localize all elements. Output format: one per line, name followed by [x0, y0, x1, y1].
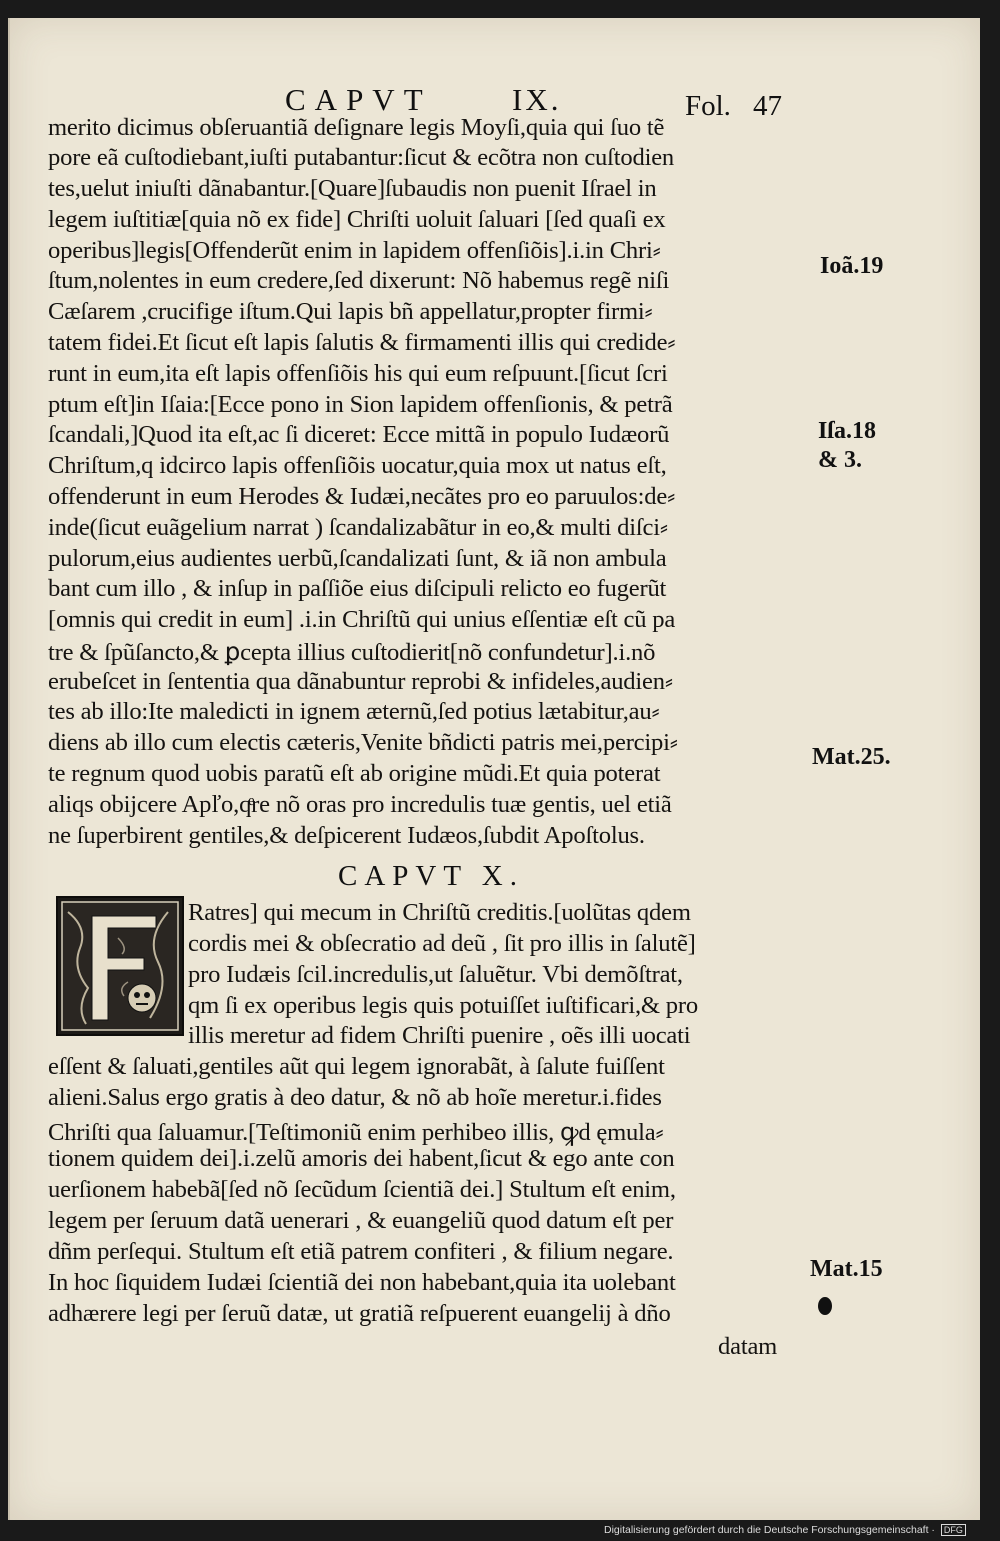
text-line: dñm perſequi. Stultum eſt etiã patrem confiteri , & filium negare.	[48, 1238, 674, 1265]
text-line: ne ſuperbirent gentiles,& deſpicerent Iudæos,ſubdit Apoſtolus.	[48, 822, 645, 849]
running-header	[0, 62, 1000, 122]
digitization-credit	[604, 1524, 966, 1536]
header-caput: CAPVT	[285, 82, 432, 117]
text-line: tionem quidem dei].i.zelũ amoris dei habent,ſicut & ego ante con	[48, 1145, 675, 1172]
text-line: qm ſi ex operibus legis quis potuiſſet iuſtificari,& pro	[188, 992, 698, 1019]
text-line: ſcandali,]Quod ita eſt,ac ſi diceret: Ecce mittã in populo Iudæorũ	[48, 421, 670, 448]
marginal-note: Mat.15	[810, 1256, 883, 1282]
text-line: pro Iudæis ſcil.incredulis,ut ſaluẽtur. Vbi demõſtrat,	[188, 961, 683, 988]
text-line: inde(ſicut euãgelium narrat ) ſcandalizabãtur in eo,& multi diſci⸗	[48, 514, 668, 541]
text-line: ptum eſt]in Iſaia:[Ecce pono in Sion lapidem offenſionis, & petrã	[48, 391, 673, 418]
text-line: illis meretur ad fidem Chriſti puenire , oẽs illi uocati	[188, 1022, 691, 1049]
text-line: bant cum illo , & inſup in paſſiõe eius diſcipuli relicto eo fugerũt	[48, 575, 667, 602]
text-line: legem per ſeruum datã uenerari , & euangeliũ quod datum eſt per	[48, 1207, 674, 1234]
text-line: cordis mei & obſecratio ad deũ , ſit pro illis in ſalutẽ]	[188, 930, 696, 957]
marginal-note: & 3.	[818, 447, 862, 473]
text-line: pore eã cuſtodiebant,iuſti putabantur:ſicut & ecõtra non cuſtodien	[48, 144, 675, 171]
text-line: ſtum,nolentes in eum credere,ſed dixerunt: Nõ habemus regẽ niſi	[48, 267, 670, 294]
catchword: datam	[718, 1333, 778, 1360]
text-line: tre & ſpũſancto,& ꝑcepta illius cuſtodierit[nõ confundetur].i.nõ	[48, 639, 656, 666]
marginal-note: Mat.25.	[812, 744, 891, 770]
text-line: uerſionem habebã[ſed nõ ſecũdum ſcientiã dei.] Stultum eſt enim,	[48, 1176, 676, 1203]
header-folio-number: 47	[753, 90, 782, 122]
text-line: [omnis qui credit in eum] .i.in Chriſtũ qui unius eſſentiæ eſt cũ pa	[48, 606, 676, 633]
text-line: eſſent & ſaluati,gentiles aũt qui legem ignorabãt, à ſalute fuiſſent	[48, 1053, 665, 1080]
text-line: pulorum,eius audientes uerbũ,ſcandalizati ſunt, & iã non ambula	[48, 545, 667, 572]
initial-f-ornament-icon	[58, 898, 182, 1034]
text-line: aliqs obijcere Apľo,qͤre nõ oras pro incredulis tuæ gentis, uel etiã	[48, 791, 672, 818]
text-line: runt in eum,ita eſt lapis offenſiõis his qui eum reſpuunt.[ſicut ſcri	[48, 360, 668, 387]
marginal-note: Ioã.19	[820, 253, 884, 279]
text-line: Chriſtum,q idcirco lapis offenſiõis uocatur,quia mox ut natus eſt,	[48, 452, 667, 479]
text-line: legem iuſtitiæ[quia nõ ex fide] Chriſti uoluit ſaluari [ſed quaſi ex	[48, 206, 666, 233]
text-line: merito dicimus obſeruantiã deſignare legis Moyſi,quia qui ſuo tẽ	[48, 114, 665, 141]
text-line: Ratres] qui mecum in Chriſtũ creditis.[uolũtas qdem	[188, 899, 691, 926]
marginal-note: Iſa.18	[818, 418, 877, 444]
credit-text: Digitalisierung gefördert durch die Deutsche Forschungsgemeinschaft ·	[604, 1524, 935, 1536]
chapter-heading: CAPVT X.	[338, 860, 524, 892]
text-line: tatem fidei.Et ſicut eſt lapis ſalutis & firmamenti illis qui credide⸗	[48, 329, 676, 356]
text-line: tes ab illo:Ite maledicti in ignem æternũ,ſed potius lætabitur,au⸗	[48, 698, 660, 725]
text-line: tes,uelut iniuſti dãnabantur.[Quare]ſubaudis non puenit Iſrael in	[48, 175, 657, 202]
text-line: Chriſti qua ſaluamur.[Teſtimoniũ enim perhibeo illis, ꝙd ęmula⸗	[48, 1119, 664, 1146]
text-line: operibus]legis[Offenderũt enim in lapidem offenſiõis].i.in Chri⸗	[48, 237, 661, 264]
text-line: adhærere legi per ſeruũ datæ, ut gratiã reſpuerent euangelij à dño	[48, 1300, 671, 1327]
decorated-initial	[56, 896, 184, 1036]
text-line: In hoc ſiquidem Iudæi ſcientiã dei non habebant,quia ita uolebant	[48, 1269, 676, 1296]
text-line: alieni.Salus ergo gratis à deo datur, & nõ ab hoĩe meretur.i.fides	[48, 1084, 662, 1111]
text-line: Cæſarem ,crucifige iſtum.Qui lapis bñ appellatur,propter firmi⸗	[48, 298, 653, 325]
header-folio-label: Fol.	[685, 90, 731, 122]
text-line: offenderunt in eum Herodes & Iudæi,necãtes pro eo paruulos:de⸗	[48, 483, 676, 510]
text-line: erubeſcet in ſententia qua dãnabuntur reprobi & infideles,audien⸗	[48, 668, 673, 695]
dfg-logo-icon: DFG	[941, 1524, 966, 1536]
header-chapter-number: IX.	[512, 82, 562, 117]
ink-mark	[818, 1297, 832, 1315]
text-line: diens ab illo cum electis cæteris,Venite bñdicti patris mei,percipi⸗	[48, 729, 678, 756]
text-line: te regnum quod uobis paratũ eſt ab origine mũdi.Et quia poterat	[48, 760, 661, 787]
